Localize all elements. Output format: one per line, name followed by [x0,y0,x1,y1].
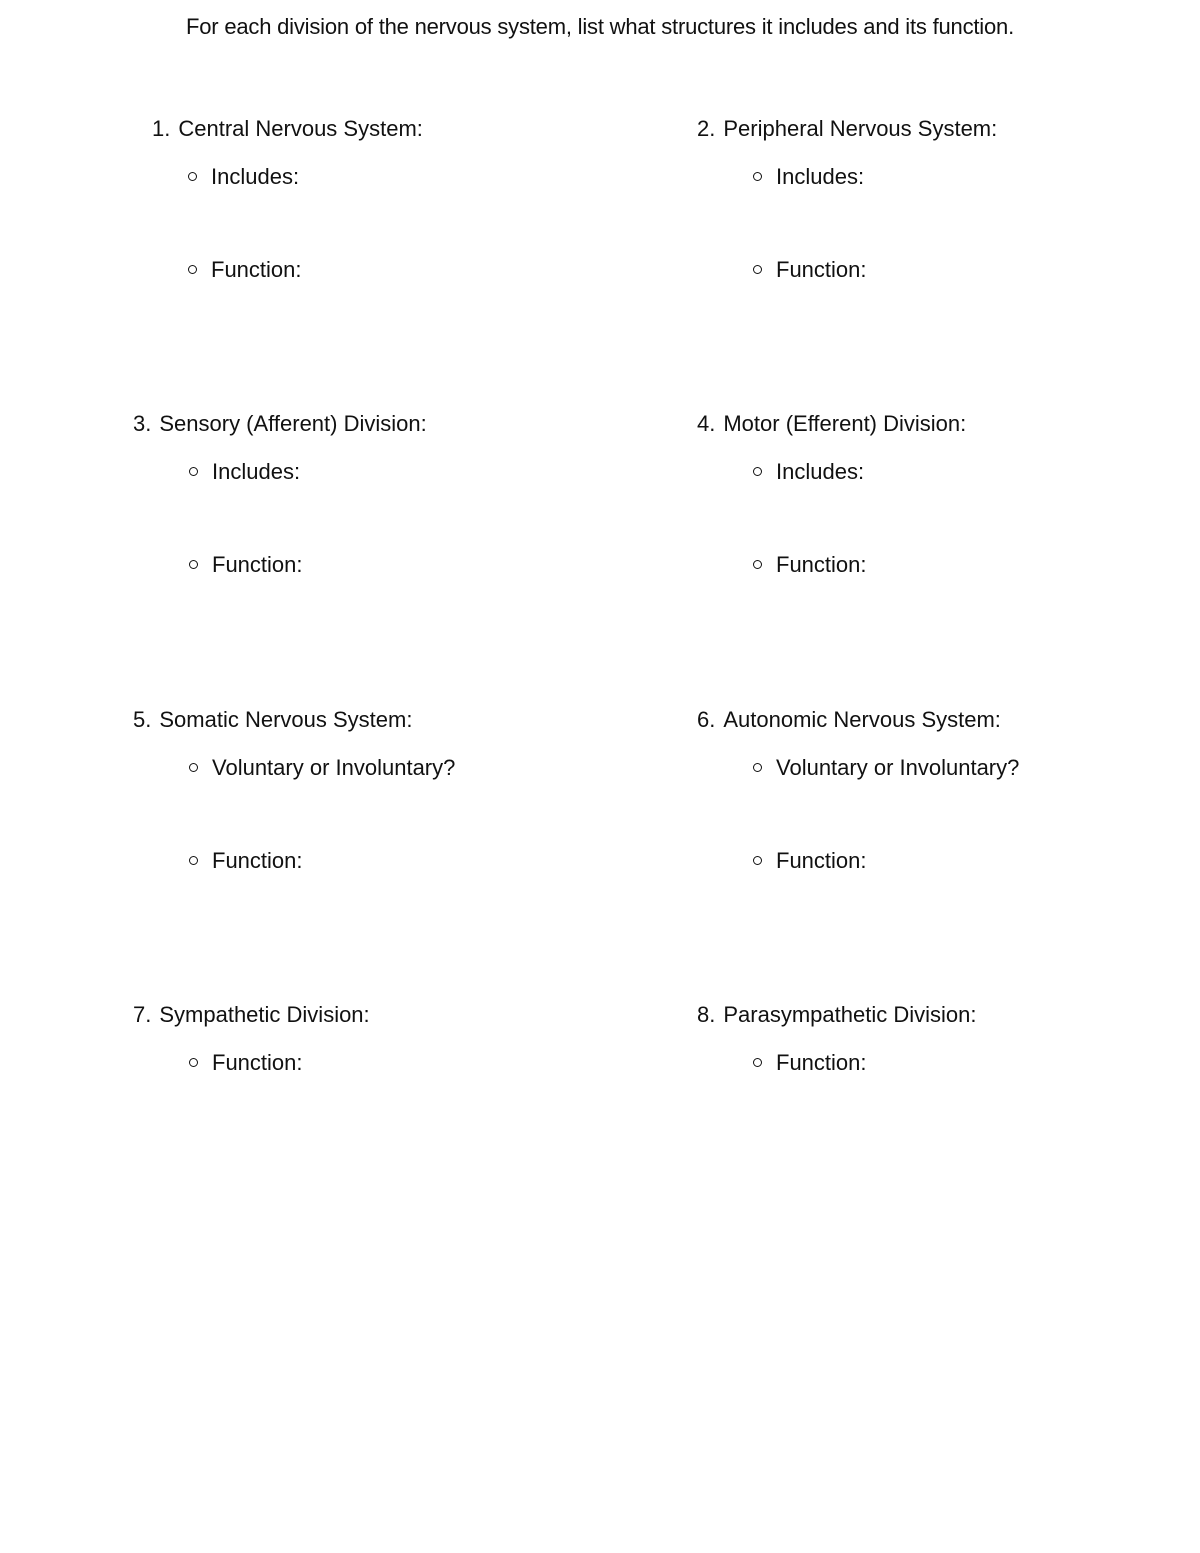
circle-bullet-icon [189,467,198,476]
list-item [753,848,867,874]
section-heading [697,1002,1157,1028]
item-label: Function: [212,848,303,873]
section-title: Sensory (Afferent) Division: [159,411,427,436]
list-item [189,459,300,485]
section-number: 3. [133,411,152,436]
item-label: Function: [776,1050,867,1075]
section-title: Sympathetic Division: [159,1002,370,1027]
item-label: Includes: [212,459,301,484]
item-label: Includes: [211,164,300,189]
section-heading [697,116,1157,142]
circle-bullet-icon [189,560,198,569]
list-item [189,552,303,578]
circle-bullet-icon [753,1058,762,1067]
circle-bullet-icon [189,763,198,772]
section-peripheral-nervous-system [697,116,1157,282]
section-number: 5. [133,707,152,732]
item-label: Function: [211,257,302,282]
section-heading [697,411,1157,437]
list-item [753,755,1019,781]
section-parasympathetic-division [697,1002,1157,1075]
section-heading [697,707,1157,733]
circle-bullet-icon [753,763,762,772]
section-heading [133,707,593,733]
circle-bullet-icon [753,265,762,274]
list-item [189,848,303,874]
section-number: 4. [697,411,716,436]
section-heading [152,116,612,142]
circle-bullet-icon [753,172,762,181]
section-number: 6. [697,707,716,732]
list-item [753,164,864,190]
circle-bullet-icon [189,856,198,865]
section-heading [133,411,593,437]
item-label: Function: [212,1050,303,1075]
circle-bullet-icon [188,172,197,181]
list-item [753,552,867,578]
list-item [188,257,302,283]
item-label: Function: [212,552,303,577]
list-item [753,257,867,283]
list-item [753,1050,867,1076]
section-title: Central Nervous System: [178,116,423,141]
section-title: Somatic Nervous System: [159,707,413,732]
circle-bullet-icon [189,1058,198,1067]
list-item [188,164,299,190]
section-central-nervous-system [152,116,612,282]
item-label: Includes: [776,164,865,189]
worksheet-instructions: For each division of the nervous system, list what structures it includes and its function. [186,14,1014,39]
item-label: Function: [776,848,867,873]
item-label: Includes: [776,459,865,484]
section-title: Peripheral Nervous System: [723,116,998,141]
section-motor-division [697,411,1157,577]
section-number: 8. [697,1002,716,1027]
item-label: Function: [776,257,867,282]
section-sensory-division [133,411,593,577]
section-sympathetic-division [133,1002,593,1075]
circle-bullet-icon [753,467,762,476]
section-number: 1. [152,116,171,141]
list-item [189,1050,303,1076]
section-title: Autonomic Nervous System: [723,707,1001,732]
section-autonomic-nervous-system [697,707,1157,873]
section-title: Parasympathetic Division: [723,1002,977,1027]
circle-bullet-icon [753,560,762,569]
list-item [753,459,864,485]
circle-bullet-icon [188,265,197,274]
item-label: Function: [776,552,867,577]
section-somatic-nervous-system [133,707,593,873]
list-item [189,755,455,781]
circle-bullet-icon [753,856,762,865]
section-number: 7. [133,1002,152,1027]
section-title: Motor (Efferent) Division: [723,411,967,436]
item-label: Voluntary or Involuntary? [776,755,1020,780]
section-number: 2. [697,116,716,141]
section-heading [133,1002,593,1028]
item-label: Voluntary or Involuntary? [212,755,456,780]
